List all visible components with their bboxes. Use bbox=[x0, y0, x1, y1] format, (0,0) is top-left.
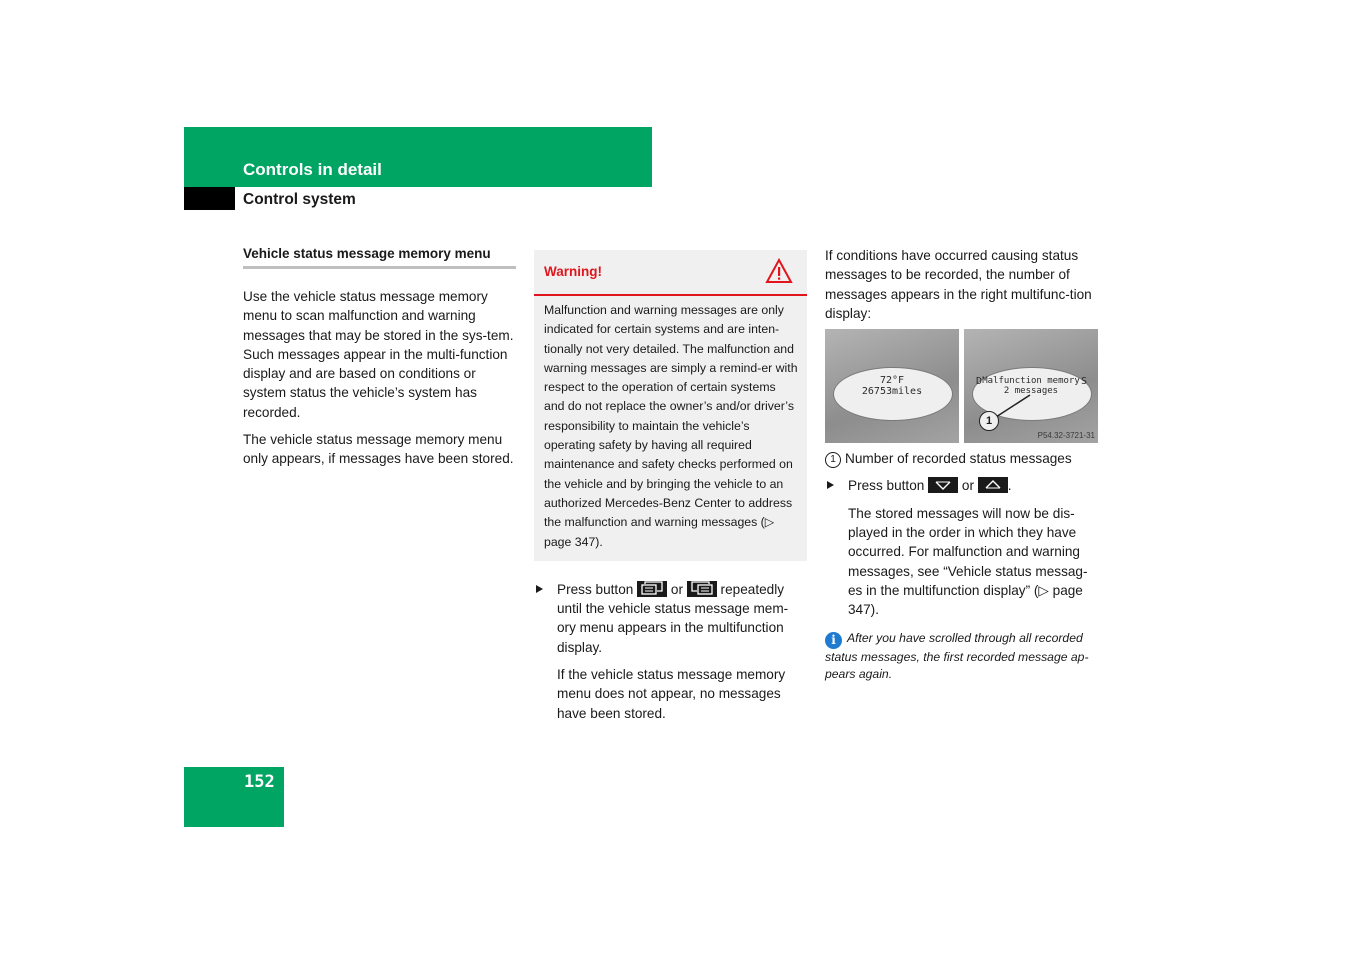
step-text-prefix: Press button bbox=[848, 478, 925, 494]
step-result: The stored messages will now be dis-played in the order in which they have occurred. For malfunction and warning messages, see “Vehicle status messag-es in the multifunction display” (▷ page 347). bbox=[848, 505, 1088, 618]
legend-text: Number of recorded status messages bbox=[845, 451, 1072, 467]
warning-triangle-icon bbox=[765, 258, 793, 284]
step-text-or: or bbox=[670, 581, 683, 597]
header-tab-marker bbox=[184, 187, 235, 210]
callout-1: 1 bbox=[979, 411, 999, 431]
info-text: After you have scrolled through all recorded status messages, the first recorded message ap-pears again. bbox=[825, 630, 1089, 681]
step-text-suffix: . bbox=[1007, 478, 1012, 494]
down-button-icon bbox=[928, 477, 958, 493]
odometer-readout: 26753miles bbox=[861, 386, 923, 398]
figure-reference: P54.32-3721-31 bbox=[1037, 431, 1095, 441]
legend-number: 1 bbox=[825, 452, 841, 468]
callout-leader-line bbox=[994, 393, 1034, 419]
availability-paragraph: The vehicle status message memory menu only appears, if messages have been stored. bbox=[243, 432, 514, 467]
display-intro: If conditions have occurred causing status messages to be recorded, the number of messages appears in the right multifunc-tion display: bbox=[825, 248, 1092, 321]
info-note bbox=[825, 630, 1098, 683]
step-text-or: or bbox=[961, 478, 974, 494]
section-title: Controls in detail bbox=[243, 160, 382, 179]
left-display-panel bbox=[825, 329, 959, 443]
step-scroll-messages bbox=[825, 476, 1098, 495]
right-column bbox=[825, 246, 1098, 683]
step-open-menu bbox=[534, 580, 807, 657]
step-note: If the vehicle status message memory menu does not appear, no messages have been stored. bbox=[557, 667, 786, 721]
warning-text: Malfunction and warning messages are only indicated for certain systems and are inten-tionally not very detailed. The malfunction and warning messages are simply a remind-er with respect to the operation of certain systems and do not replace the owner’s and/or driver’s responsibility to maintain the vehicle’s operating safety by having all required maintenance and safety checks performed on the vehicle and by bringing the vehicle to an authorized Mercedes-Benz Center to address the malfunction and warning messages (▷ page 347). bbox=[544, 303, 798, 549]
subsection-title: Control system bbox=[243, 191, 356, 208]
section-heading: Vehicle status message memory menu bbox=[243, 246, 516, 269]
temperature-readout: 72°F bbox=[879, 375, 905, 387]
multifunction-display-figure bbox=[825, 329, 1098, 443]
malfunction-memory-readout: Malfunction memory bbox=[982, 376, 1080, 387]
bullet-arrow-icon bbox=[827, 481, 834, 489]
message-count-readout: 2 messages bbox=[1003, 386, 1059, 397]
intro-paragraph: Use the vehicle status message memory menu to scan malfunction and warning messages that may be stored in the sys-tem. Such messages appear in the multi-function display and are based on conditions or system status the vehicle’s system has recorded. bbox=[243, 289, 514, 420]
warning-header bbox=[534, 250, 807, 296]
page-forward-button-icon bbox=[637, 581, 667, 597]
step-text-suffix: repeatedly until the vehicle status message mem-ory menu appears in the multifunction display. bbox=[557, 581, 789, 655]
figure-legend bbox=[825, 449, 1098, 468]
right-display-panel bbox=[964, 329, 1098, 443]
middle-column bbox=[534, 250, 807, 723]
left-column bbox=[243, 246, 516, 469]
gear-letter-d: D bbox=[976, 376, 983, 388]
page-back-button-icon bbox=[687, 581, 717, 597]
bullet-arrow-icon bbox=[536, 585, 543, 593]
gear-letter-s: S bbox=[1081, 376, 1088, 388]
up-button-icon bbox=[978, 477, 1008, 493]
info-icon: i bbox=[825, 632, 842, 649]
step-text-prefix: Press button bbox=[557, 581, 634, 597]
warning-title: Warning! bbox=[544, 264, 602, 279]
page-number: 152 bbox=[244, 772, 275, 792]
warning-box bbox=[534, 250, 807, 561]
